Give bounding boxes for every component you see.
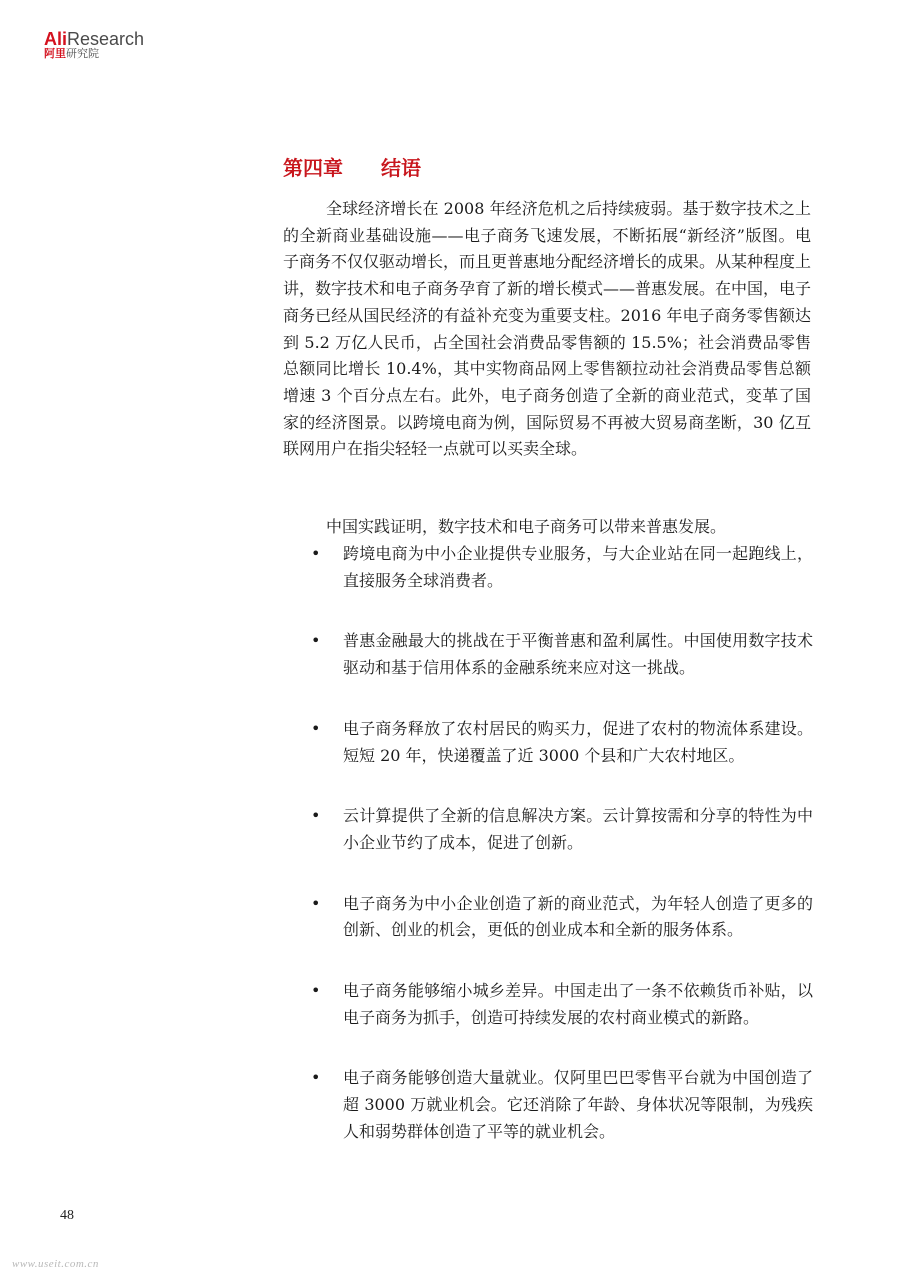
bullet-item xyxy=(283,716,813,769)
bullet-icon: • xyxy=(311,893,321,913)
logo-ali-text: Ali xyxy=(44,29,68,49)
logo-cn-grey-text: 研究院 xyxy=(66,48,99,60)
bullet-list xyxy=(283,541,813,1180)
page-number: 48 xyxy=(60,1208,74,1223)
chapter-title: 结语 xyxy=(381,156,421,180)
bullet-icon: • xyxy=(311,1068,321,1088)
chapter-number: 第四章 xyxy=(283,156,343,180)
bullet-text: 普惠金融最大的挑战在于平衡普惠和盈利属性。中国使用数字技术驱动和基于信用体系的金融系统来应对这一挑战。 xyxy=(343,631,813,678)
bullet-text: 电子商务能够缩小城乡差异。中国走出了一条不依赖货币补贴，以电子商务为抓手，创造可持续发展的农村商业模式的新路。 xyxy=(343,981,813,1027)
bullet-item xyxy=(283,541,813,594)
bullet-item xyxy=(283,628,813,681)
bullet-item xyxy=(283,978,813,1031)
bullet-text: 云计算提供了全新的信息解决方案。云计算按需和分享的特性为中小企业节约了成本，促进了创新。 xyxy=(343,806,813,852)
body-paragraph: 全球经济增长在 2008 年经济危机之后持续疲弱。基于数字技术之上的全新商业基础设施——电子商务飞速发展，不断拓展“新经济”版图。电子商务不仅仅驱动增长，而且更普惠地分配经济增长的成果。从某种程度上讲，数字技术和电子商务孕育了新的增长模式——普惠发展。在中国，电子商务已经从国民经济的有益补充变为重要支柱。2016 年电子商务零售额达到 5.2 万亿人民币，占全国社会消费品零售额的 15.5%；社会消费品零售总额同比增长 10.4%，其中实物商品网上零售额拉动社会消费品零售总额增速 3 个百分点左右。此外，电子商务创造了全新的商业范式，变革了国家的经济图景。以跨境电商为例，国际贸易不再被大贸易商垄断，30 亿互联网用户在指尖轻轻一点就可以买卖全球。 xyxy=(283,199,812,459)
bullet-icon: • xyxy=(311,806,321,826)
logo-cn-red-text: 阿里 xyxy=(44,48,66,60)
bullet-icon: • xyxy=(311,981,321,1001)
logo-research-text: Research xyxy=(67,29,145,49)
bullet-text: 电子商务为中小企业创造了新的商业范式，为年轻人创造了更多的创新、创业的机会，更低的创业成本和全新的服务体系。 xyxy=(343,893,813,940)
bullet-icon: • xyxy=(311,544,321,563)
bullet-icon: • xyxy=(311,631,321,651)
bullet-text: 电子商务释放了农村居民的购买力，促进了农村的物流体系建设。短短 20 年，快递覆盖了近 3000 个县和广大农村地区。 xyxy=(343,718,813,765)
bullet-text: 电子商务能够创造大量就业。仅阿里巴巴零售平台就为中国创造了超 3000 万就业机会。它还消除了年龄、身体状况等限制，为残疾人和弱势群体创造了平等的就业机会。 xyxy=(343,1068,813,1141)
bullet-item xyxy=(283,891,813,944)
watermark: www.useit.com.cn xyxy=(12,1258,99,1270)
alirearch-logo xyxy=(44,30,144,60)
bullet-item xyxy=(283,1065,813,1145)
bullet-text: 跨境电商为中小企业提供专业服务，与大企业站在同一起跑线上，直接服务全球消费者。 xyxy=(343,544,813,590)
body-paragraph: 中国实践证明，数字技术和电子商务可以带来普惠发展。 xyxy=(326,517,727,536)
chapter-heading xyxy=(283,152,421,181)
bullet-item xyxy=(283,803,813,856)
bullet-icon: • xyxy=(311,718,321,738)
